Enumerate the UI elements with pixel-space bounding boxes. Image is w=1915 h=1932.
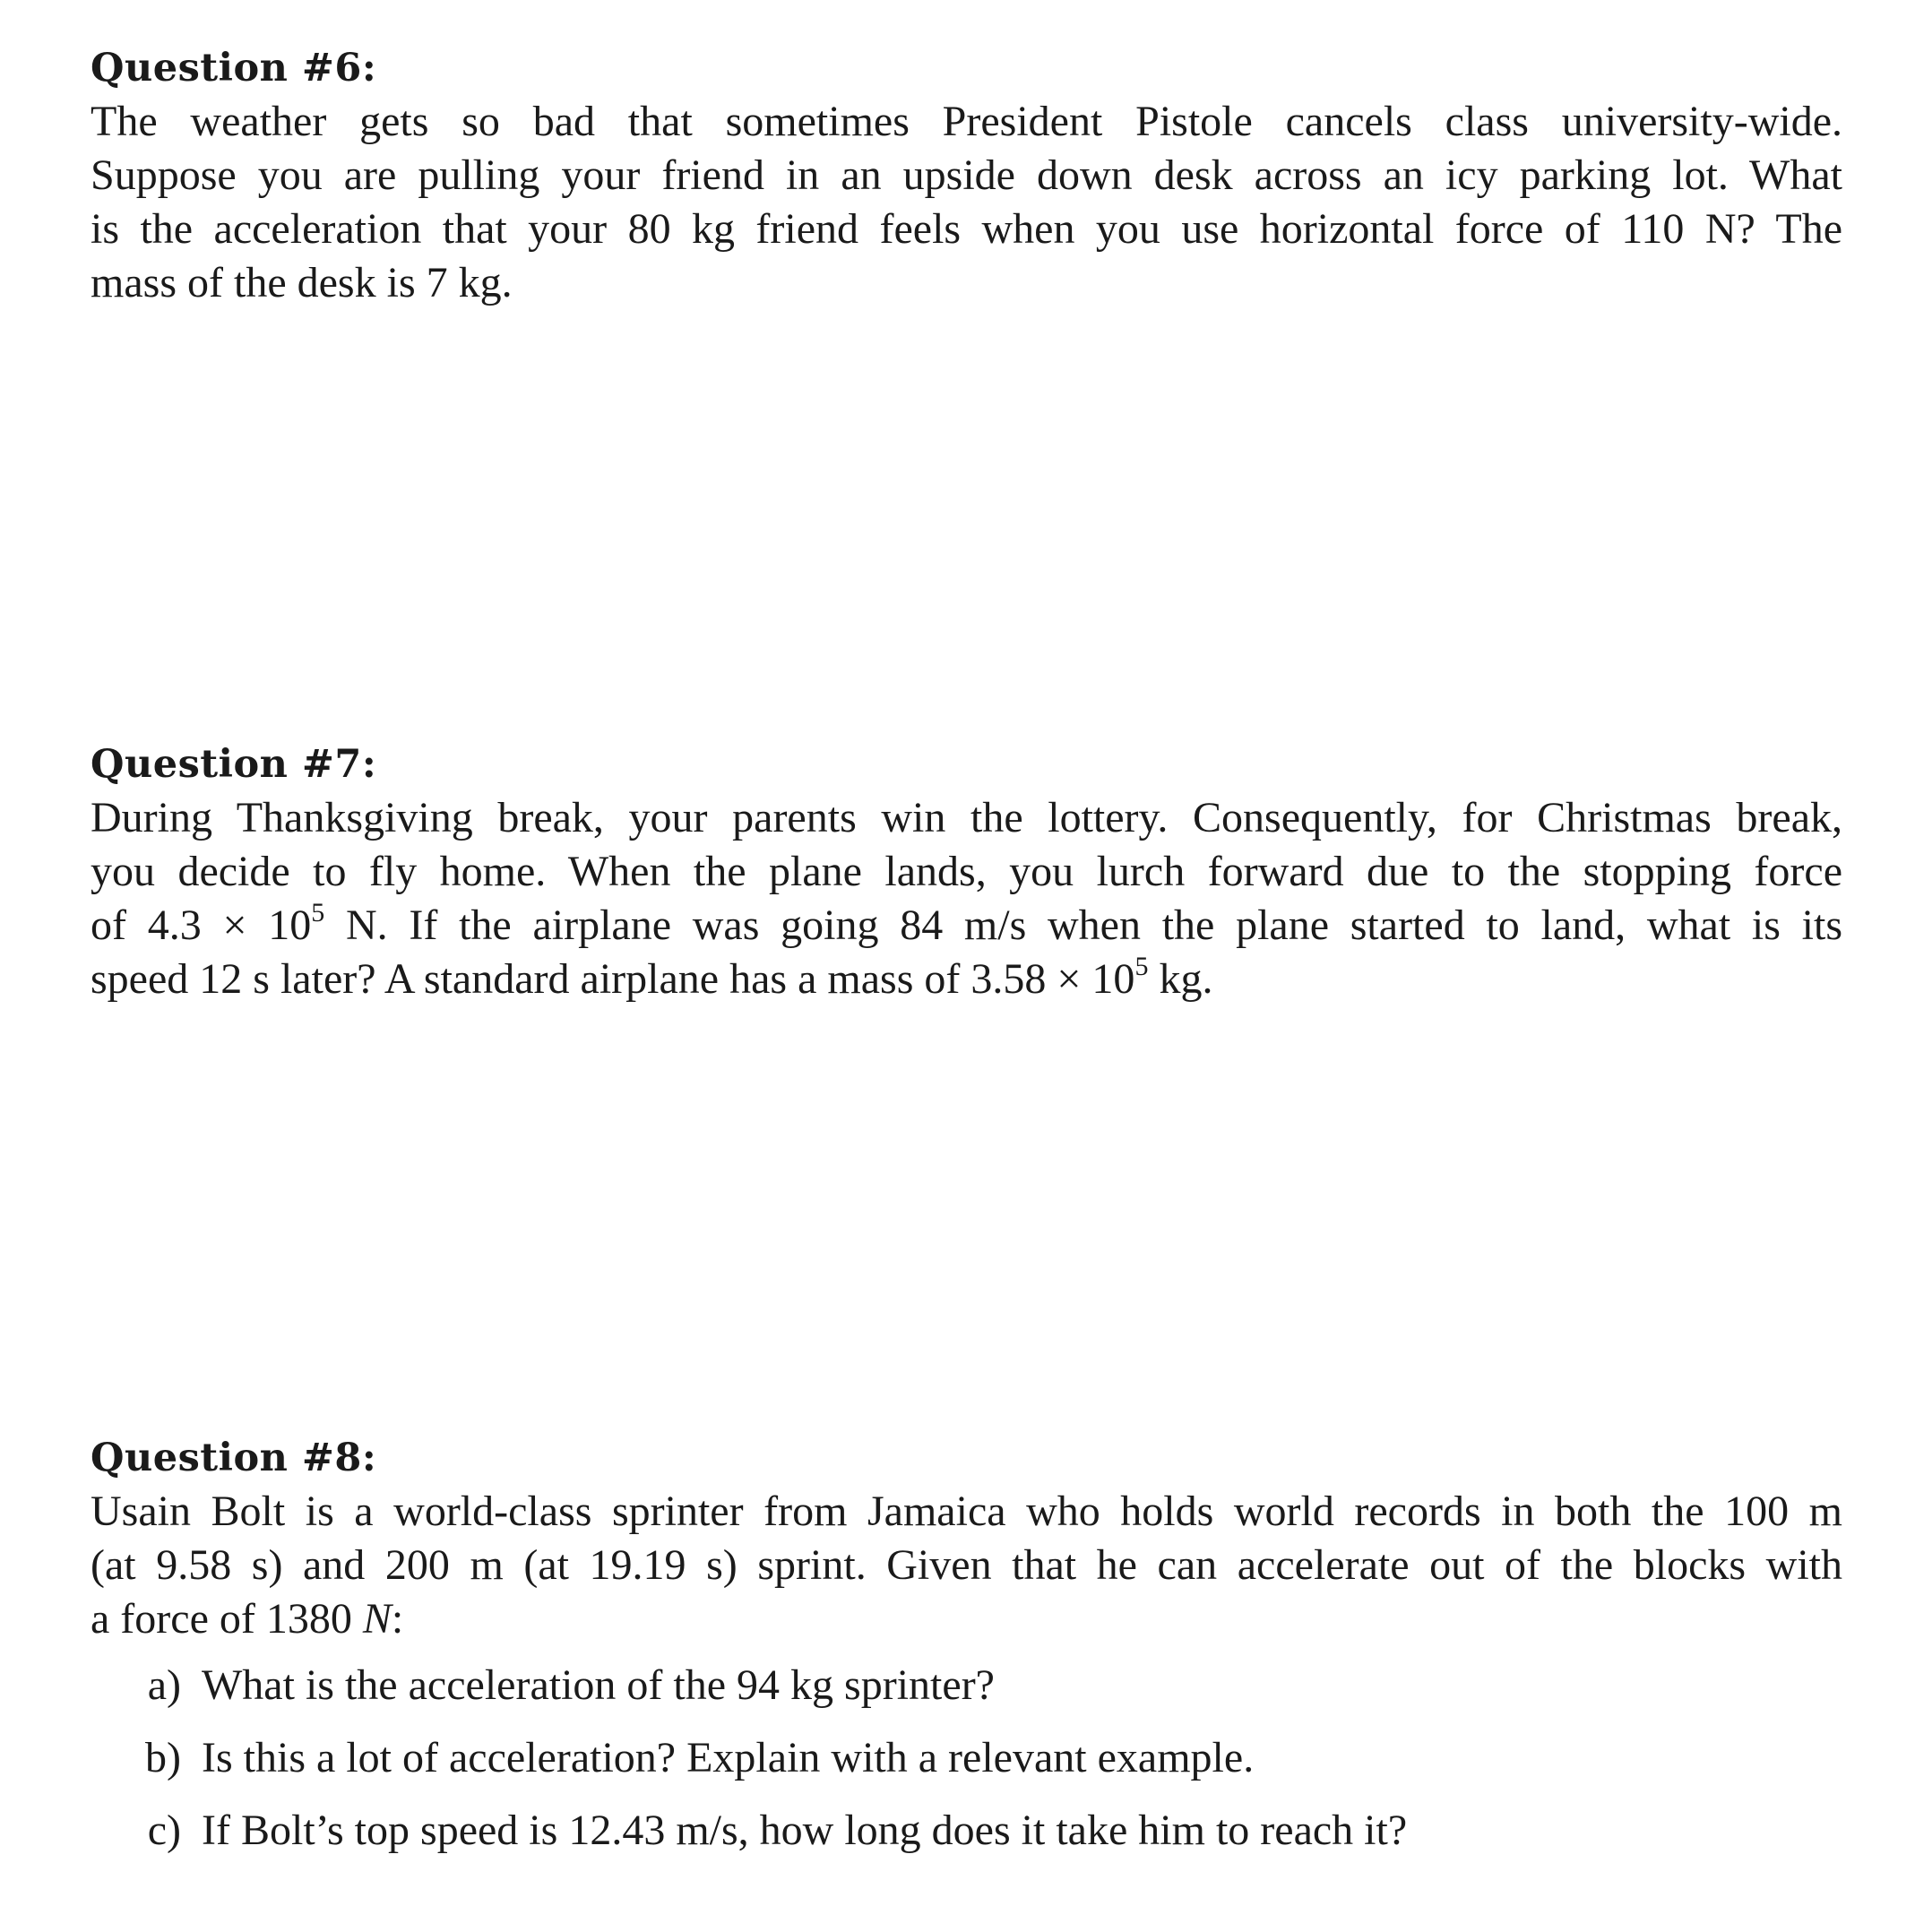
question-8	[91, 1431, 1842, 1876]
question-text-line	[91, 953, 1842, 1006]
part-label: c)	[147, 1807, 181, 1854]
question-parts-list	[91, 1659, 1842, 1876]
text-segment: :	[391, 1595, 404, 1643]
part-text: What is the acceleration of the 94 kg sprinter?	[202, 1661, 995, 1709]
question-text-line	[91, 1592, 1842, 1646]
question-part-a	[91, 1659, 1842, 1731]
question-text-line: Usain Bolt is a world-class sprinter from Jamaica who holds world records in both the 100 m	[91, 1488, 1842, 1535]
part-text: Is this a lot of acceleration? Explain with a relevant example.	[202, 1734, 1255, 1781]
question-6	[91, 41, 1842, 310]
question-part-c	[91, 1804, 1842, 1876]
question-title: Question #7:	[91, 742, 377, 787]
question-text-line: is the acceleration that your 80 kg friend feels when you use horizontal force of 110 N? The	[91, 205, 1842, 253]
part-label: b)	[145, 1734, 181, 1781]
text-segment: kg.	[1148, 955, 1213, 1003]
exponent: 5	[1134, 952, 1149, 981]
question-text-line: mass of the desk is 7 kg.	[91, 259, 513, 306]
part-label: a)	[147, 1661, 181, 1709]
question-text-line: During Thanksgiving break, your parents win the lottery. Consequently, for Christmas break,	[91, 794, 1842, 841]
text-segment: N. If the airplane was going 84 m/s when the plane started to land, what is its	[324, 901, 1842, 949]
text-segment: of 4.3 × 10	[91, 901, 312, 949]
unit-variable: N	[362, 1595, 392, 1643]
question-text-line: you decide to fly home. When the plane lands, you lurch forward due to the stopping force	[91, 848, 1842, 895]
text-segment: a force of 1380	[91, 1595, 363, 1643]
question-text-line	[91, 899, 1842, 953]
question-text-line: Suppose you are pulling your friend in an upside down desk across an icy parking lot. What	[91, 151, 1842, 199]
question-part-b	[91, 1731, 1842, 1804]
question-title: Question #8:	[91, 1436, 377, 1480]
text-segment: speed 12 s later? A standard airplane has a mass of 3.58 × 10	[91, 955, 1135, 1003]
question-text-line: The weather gets so bad that sometimes President Pistole cancels class university-wide.	[91, 98, 1842, 145]
question-title: Question #6:	[91, 46, 377, 91]
question-text-line: (at 9.58 s) and 200 m (at 19.19 s) sprint. Given that he can accelerate out of the blocks with	[91, 1541, 1842, 1589]
part-text: If Bolt’s top speed is 12.43 m/s, how long does it take him to reach it?	[202, 1807, 1408, 1854]
exponent: 5	[311, 898, 325, 927]
question-7	[91, 737, 1842, 1006]
